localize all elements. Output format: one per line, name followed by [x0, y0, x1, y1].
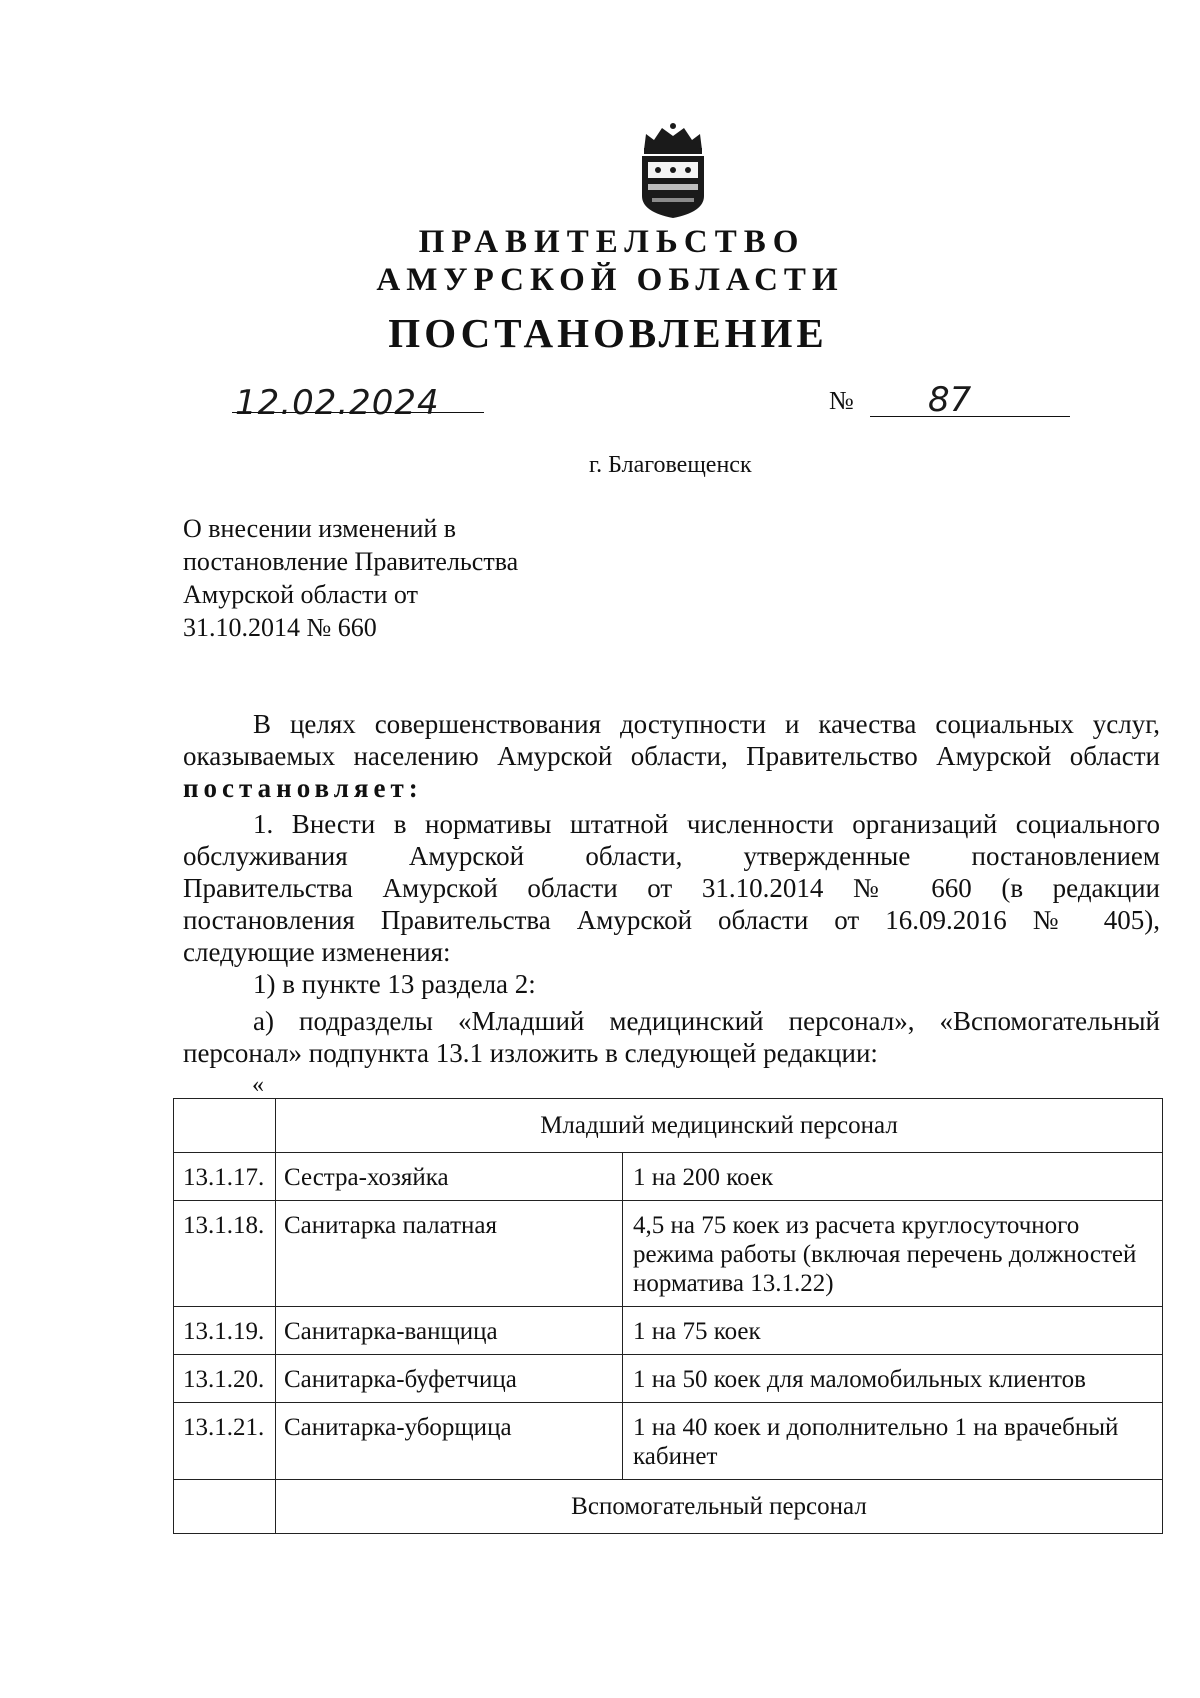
amur-region-coat-of-arms-icon — [632, 120, 714, 220]
row-number: 13.1.17. — [174, 1153, 276, 1201]
item-1-line: следующие изменения: — [183, 937, 451, 967]
item-1 — [183, 808, 1160, 968]
item-1-line: 1. Внести в нормативы штатной численности организаций социального — [253, 809, 1160, 839]
table-section-row — [174, 1099, 1163, 1153]
document-subject — [183, 512, 518, 644]
row-number: 13.1.19. — [174, 1307, 276, 1355]
sub-item-1a-line: а) подразделы «Младший медицинский персонал», «Вспомогательный — [253, 1006, 1160, 1036]
row-norm: 1 на 50 коек для маломобильных клиентов — [623, 1355, 1163, 1403]
region-title: АМУРСКОЙ ОБЛАСТИ — [376, 262, 844, 298]
row-norm: 4,5 на 75 коек из расчета круглосуточного режима работы (включая перечень должностей норматива 13.1.22) — [623, 1201, 1163, 1307]
table-section-row — [174, 1480, 1163, 1534]
subject-line: 31.10.2014 № 660 — [183, 613, 377, 642]
resolves-word: постановляет: — [183, 773, 423, 803]
table-row — [174, 1153, 1163, 1201]
item-1-line: постановления Правительства Амурской области от 16.09.2016 № 405), — [183, 905, 1160, 935]
row-position: Санитарка-буфетчица — [276, 1355, 623, 1403]
government-title: ПРАВИТЕЛЬСТВО — [418, 224, 806, 260]
table-cell — [174, 1099, 276, 1153]
table-row — [174, 1403, 1163, 1480]
section-auxiliary: Вспомогательный персонал — [276, 1480, 1163, 1534]
row-norm: 1 на 200 коек — [623, 1153, 1163, 1201]
document-type-title: ПОСТАНОВЛЕНИЕ — [388, 310, 828, 356]
preamble-line: В целях совершенствования доступности и качества социальных услуг, — [253, 709, 1160, 739]
document-date: 12.02.2024 — [235, 383, 440, 423]
document-number: 87 — [928, 380, 972, 420]
date-underline — [232, 412, 484, 413]
sub-item-1-line: 1) в пункте 13 раздела 2: — [253, 969, 536, 999]
number-underline — [870, 416, 1070, 417]
opening-quote: « — [252, 1072, 264, 1098]
sub-item-1a-line: персонал» подпункта 13.1 изложить в следующей редакции: — [183, 1038, 878, 1068]
subject-line: Амурской области от — [183, 580, 418, 609]
table-row — [174, 1355, 1163, 1403]
row-number: 13.1.20. — [174, 1355, 276, 1403]
item-1-line: обслуживания Амурской области, утвержденные постановлением — [183, 841, 1160, 871]
preamble-line: оказываемых населению Амурской области, Правительство Амурской области — [183, 741, 1160, 771]
row-number: 13.1.18. — [174, 1201, 276, 1307]
city-name: г. Благовещенск — [589, 452, 752, 478]
row-number: 13.1.21. — [174, 1403, 276, 1480]
row-position: Сестра-хозяйка — [276, 1153, 623, 1201]
sub-item-1a — [183, 1005, 1160, 1069]
item-1-line: Правительства Амурской области от 31.10.2014 № 660 (в редакции — [183, 873, 1160, 903]
sub-item-1 — [183, 968, 1160, 1000]
subject-line: О внесении изменений в — [183, 514, 457, 543]
table-cell — [174, 1480, 276, 1534]
number-sign: № — [829, 386, 854, 415]
staffing-norms-table — [173, 1098, 1163, 1534]
row-norm: 1 на 40 коек и дополнительно 1 на врачебный кабинет — [623, 1403, 1163, 1480]
section-junior-medical: Младший медицинский персонал — [276, 1099, 1163, 1153]
table-row — [174, 1201, 1163, 1307]
subject-line: постановление Правительства — [183, 547, 519, 576]
table-row — [174, 1307, 1163, 1355]
preamble — [183, 708, 1160, 804]
row-position: Санитарка-ванщица — [276, 1307, 623, 1355]
row-position: Санитарка-уборщица — [276, 1403, 623, 1480]
row-norm: 1 на 75 коек — [623, 1307, 1163, 1355]
row-position: Санитарка палатная — [276, 1201, 623, 1307]
